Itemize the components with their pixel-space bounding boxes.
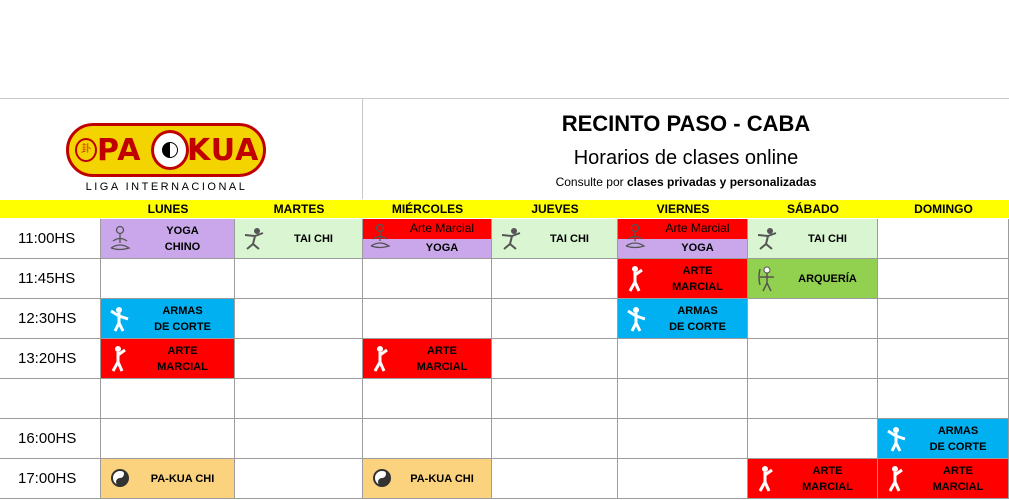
meditation-icon bbox=[369, 223, 391, 251]
class-arte-marcial[interactable] bbox=[878, 459, 1009, 499]
day-miercoles: MIÉRCOLES bbox=[391, 202, 464, 216]
class-line1: TAI CHI bbox=[808, 233, 847, 245]
time-row bbox=[0, 259, 1009, 299]
class-line1: ARTE bbox=[427, 345, 457, 357]
day-domingo: DOMINGO bbox=[914, 202, 973, 216]
day-viernes: VIERNES bbox=[656, 202, 710, 216]
class-line1: ARTE bbox=[167, 345, 198, 357]
pakua-chi-icon bbox=[371, 465, 393, 493]
empty-slot bbox=[492, 299, 618, 339]
class-line1: YOGA bbox=[166, 225, 199, 237]
class-line1: TAI CHI bbox=[550, 233, 589, 245]
empty-slot bbox=[618, 339, 748, 379]
empty-slot bbox=[878, 299, 1009, 339]
taichi-pose-icon bbox=[243, 225, 265, 253]
empty-slot bbox=[492, 339, 618, 379]
page-subtitle: Horarios de clases online bbox=[573, 147, 799, 169]
class-line1: ARTE bbox=[682, 265, 713, 277]
class-line2: MARCIAL bbox=[157, 361, 208, 373]
class-line2: MARCIAL bbox=[672, 281, 723, 293]
class-line1: ARMAS bbox=[162, 305, 203, 317]
contact-note-prefix: Consulte por bbox=[555, 175, 627, 189]
empty-slot bbox=[618, 379, 748, 419]
empty-slot bbox=[878, 339, 1009, 379]
empty-slot bbox=[748, 339, 878, 379]
class-tai-chi[interactable] bbox=[492, 219, 618, 259]
day-sabado: SÁBADO bbox=[786, 202, 839, 216]
time-label: 12:30HS bbox=[0, 299, 101, 339]
taichi-pose-icon bbox=[756, 225, 778, 253]
empty-slot bbox=[492, 459, 618, 499]
empty-slot bbox=[235, 459, 363, 499]
time-row bbox=[0, 219, 1009, 259]
title-cell bbox=[363, 99, 1009, 199]
empty-slot bbox=[878, 379, 1009, 419]
meditation-icon bbox=[624, 223, 646, 251]
class-line1: PA-KUA CHI bbox=[410, 473, 474, 485]
class-armas-de-corte[interactable] bbox=[618, 299, 748, 339]
class-armas-de-corte[interactable] bbox=[878, 419, 1009, 459]
logo-word-kua: KUA bbox=[187, 133, 260, 168]
martial-kick-icon bbox=[626, 265, 648, 293]
class-line1: ARQUERÍA bbox=[798, 273, 857, 285]
empty-slot bbox=[748, 419, 878, 459]
time-row bbox=[0, 419, 1009, 459]
class-line2: YOGA bbox=[681, 242, 714, 254]
martial-kick-icon bbox=[109, 345, 131, 373]
empty-slot bbox=[235, 379, 363, 419]
martial-kick-icon bbox=[756, 465, 778, 493]
class-line2: DE CORTE bbox=[669, 321, 726, 333]
day-martes: MARTES bbox=[273, 202, 325, 216]
day-jueves: JUEVES bbox=[531, 202, 579, 216]
class-line2: DE CORTE bbox=[929, 441, 987, 453]
time-label bbox=[0, 379, 101, 419]
pakua-chi-icon bbox=[109, 465, 131, 493]
logo-seal: 卦 bbox=[75, 138, 97, 162]
time-label: 16:00HS bbox=[0, 419, 101, 459]
class-yoga-chino[interactable] bbox=[101, 219, 235, 259]
class-line1: Arte Marcial bbox=[409, 221, 474, 235]
taichi-pose-icon bbox=[500, 225, 522, 253]
class-arte-marcial-yoga[interactable] bbox=[618, 219, 748, 259]
empty-slot bbox=[618, 419, 748, 459]
class-line1: ARMAS bbox=[677, 305, 718, 317]
pakua-logo bbox=[66, 123, 266, 177]
class-pakua-chi[interactable] bbox=[101, 459, 235, 499]
class-tai-chi[interactable] bbox=[235, 219, 363, 259]
empty-slot bbox=[363, 299, 492, 339]
page-title: RECINTO PASO - CABA bbox=[561, 111, 811, 136]
empty-slot bbox=[363, 259, 492, 299]
day-header-row bbox=[0, 200, 1009, 218]
empty-slot bbox=[235, 299, 363, 339]
bagua-icon bbox=[151, 130, 189, 170]
empty-slot bbox=[748, 379, 878, 419]
empty-slot bbox=[101, 419, 235, 459]
class-line1: ARMAS bbox=[937, 425, 979, 437]
class-line2: MARCIAL bbox=[416, 361, 468, 373]
class-tai-chi[interactable] bbox=[748, 219, 878, 259]
class-pakua-chi[interactable] bbox=[363, 459, 492, 499]
sword-fighter-icon bbox=[109, 305, 131, 333]
empty-slot bbox=[492, 419, 618, 459]
logo-word-pa: PA bbox=[97, 133, 142, 168]
class-line2: DE CORTE bbox=[154, 321, 211, 333]
class-line2: CHINO bbox=[164, 241, 201, 253]
time-label: 13:20HS bbox=[0, 339, 101, 379]
time-row bbox=[0, 459, 1009, 499]
class-line1: ARTE bbox=[943, 465, 973, 477]
class-line1: ARTE bbox=[812, 465, 843, 477]
empty-slot bbox=[101, 259, 235, 299]
schedule-sheet bbox=[0, 98, 1009, 500]
empty-slot bbox=[878, 219, 1009, 259]
meditation-icon bbox=[109, 225, 131, 253]
time-row bbox=[0, 299, 1009, 339]
empty-slot bbox=[235, 419, 363, 459]
class-line1: TAI CHI bbox=[294, 233, 333, 245]
class-line2: YOGA bbox=[425, 242, 459, 254]
time-label: 11:00HS bbox=[0, 219, 101, 259]
logo-tagline: LIGA INTERNACIONAL bbox=[85, 181, 248, 193]
empty-slot bbox=[235, 339, 363, 379]
contact-note bbox=[363, 175, 1009, 189]
empty-slot bbox=[492, 259, 618, 299]
class-line2: MARCIAL bbox=[802, 481, 853, 493]
empty-slot bbox=[363, 379, 492, 419]
contact-note-bold: clases privadas y personalizadas bbox=[626, 175, 817, 189]
day-lunes: LUNES bbox=[147, 202, 189, 216]
yin-yang-icon bbox=[162, 142, 178, 158]
empty-slot bbox=[101, 379, 235, 419]
empty-slot bbox=[878, 259, 1009, 299]
sword-fighter-icon bbox=[886, 425, 908, 453]
empty-slot bbox=[618, 459, 748, 499]
time-row bbox=[0, 379, 1009, 419]
class-arte-marcial[interactable] bbox=[618, 259, 748, 299]
archer-icon bbox=[756, 265, 778, 293]
time-label: 11:45HS bbox=[0, 259, 101, 299]
class-line2: MARCIAL bbox=[932, 481, 984, 493]
class-arte-marcial[interactable] bbox=[748, 459, 878, 499]
martial-kick-icon bbox=[886, 465, 908, 493]
martial-kick-icon bbox=[371, 345, 393, 373]
logo-cell bbox=[0, 99, 363, 199]
class-line1: Arte Marcial bbox=[665, 221, 730, 235]
sword-fighter-icon bbox=[626, 305, 648, 333]
class-arqueria[interactable] bbox=[748, 259, 878, 299]
empty-slot bbox=[363, 419, 492, 459]
class-armas-de-corte[interactable] bbox=[101, 299, 235, 339]
class-line1: PA-KUA CHI bbox=[150, 473, 215, 485]
time-label: 17:00HS bbox=[0, 459, 101, 499]
class-arte-marcial[interactable] bbox=[363, 339, 492, 379]
empty-slot bbox=[235, 259, 363, 299]
class-arte-marcial-yoga[interactable] bbox=[363, 219, 492, 259]
empty-slot bbox=[492, 379, 618, 419]
time-row bbox=[0, 339, 1009, 379]
class-arte-marcial[interactable] bbox=[101, 339, 235, 379]
empty-slot bbox=[748, 299, 878, 339]
